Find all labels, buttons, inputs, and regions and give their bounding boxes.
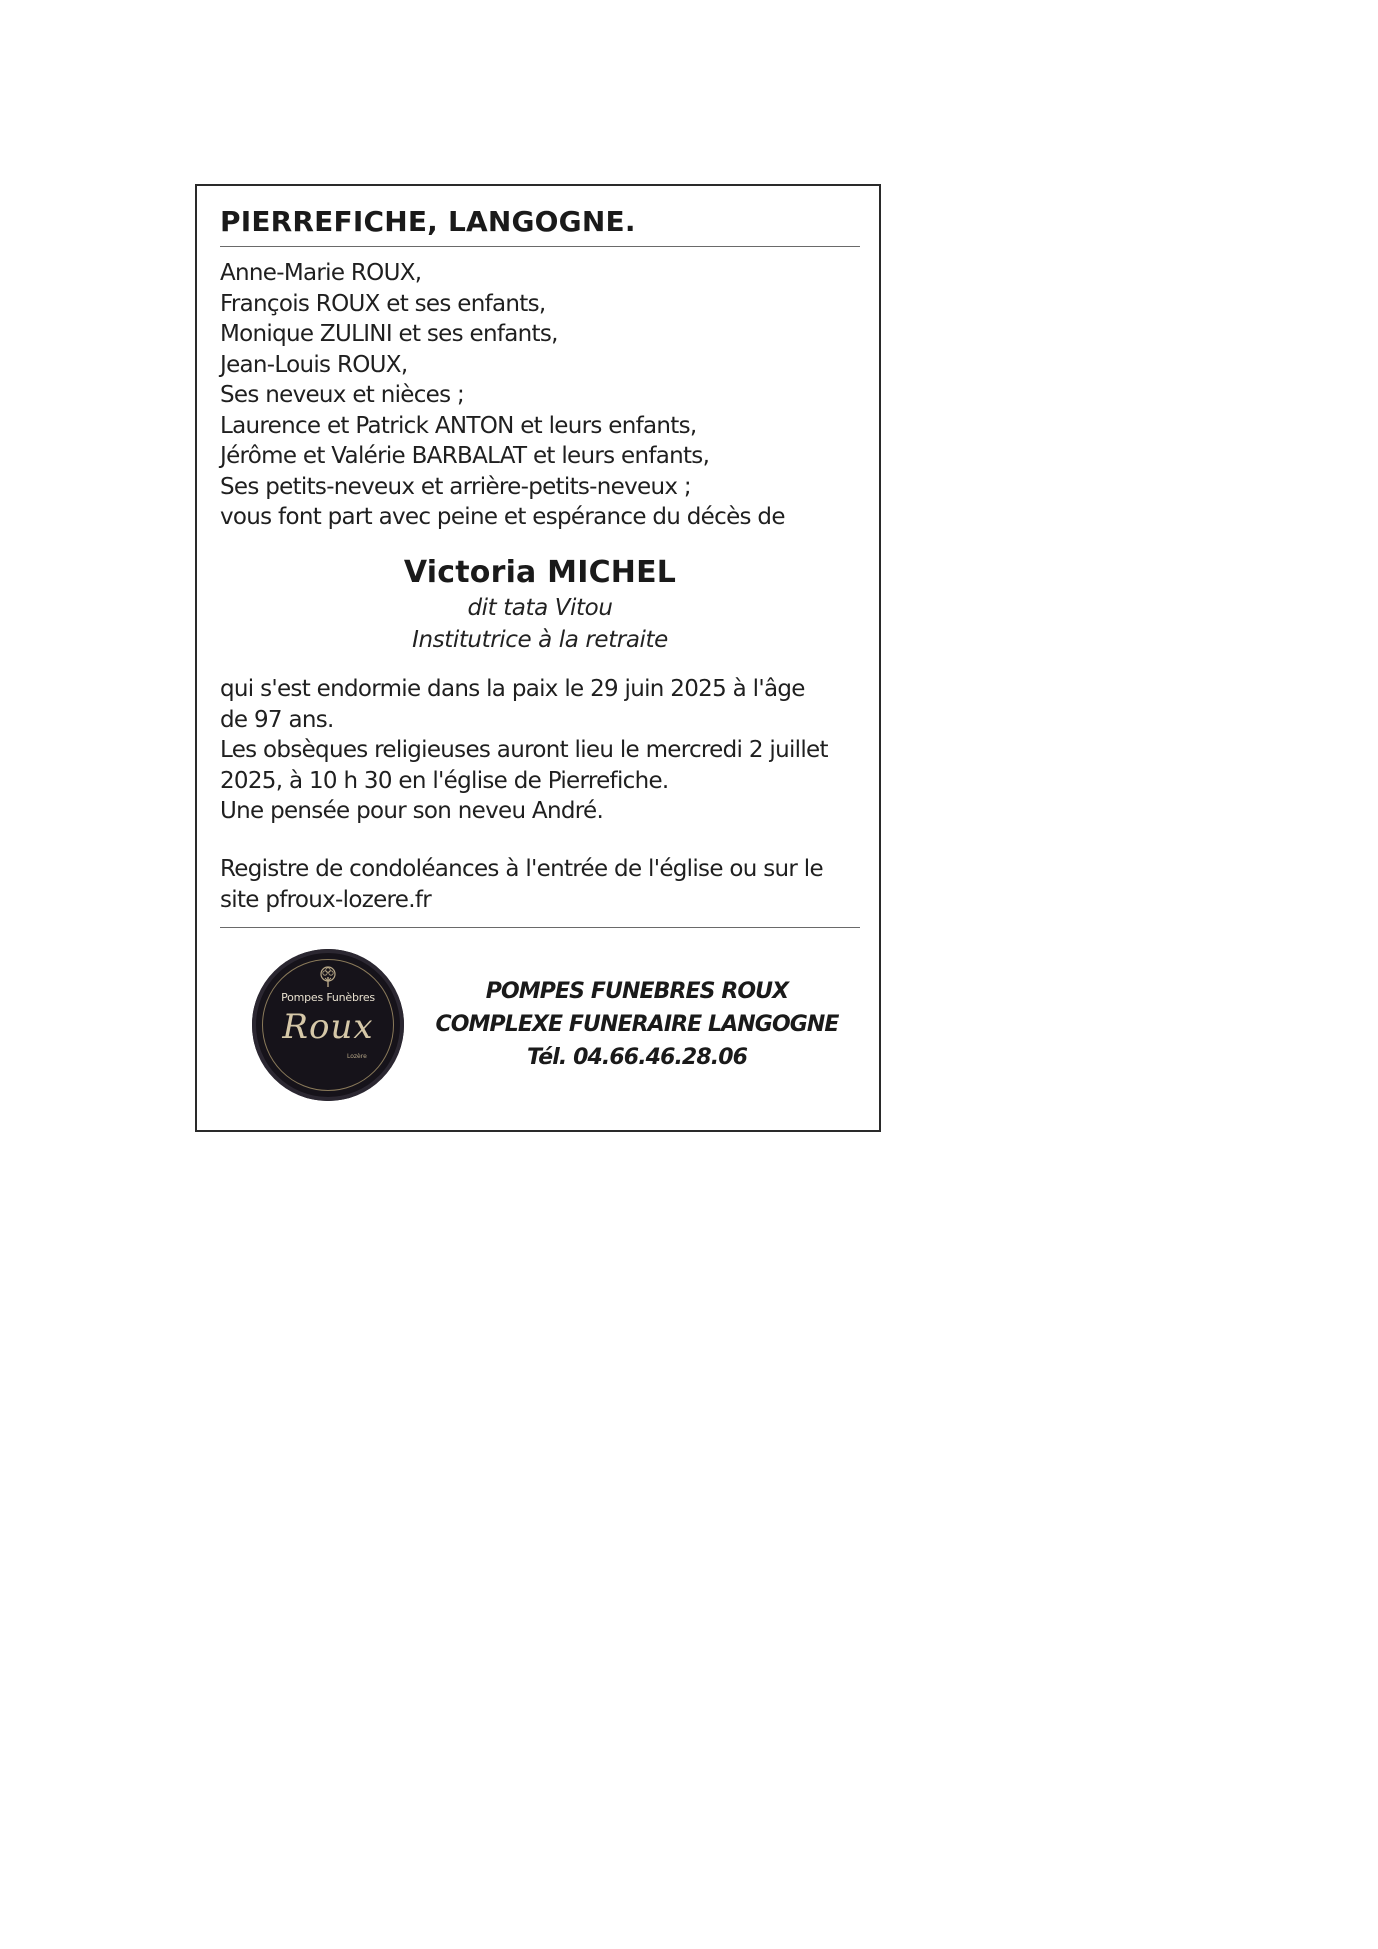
detail-line: Les obsèques religieuses auront lieu le mercredi 2 juillet — [220, 737, 828, 763]
family-line: Laurence et Patrick ANTON et leurs enfants, — [220, 412, 697, 439]
detail-line: qui s'est endormie dans la paix le 29 juin 2025 à l'âge — [220, 676, 805, 702]
family-line: Jérôme et Valérie BARBALAT et leurs enfants, — [220, 443, 710, 469]
company-complex: COMPLEXE FUNERAIRE LANGOGNE — [435, 1012, 839, 1037]
family-line: Ses neveux et nièces ; — [220, 382, 465, 408]
deceased-nickname: dit tata Vitou — [467, 595, 613, 621]
family-line: Ses petits-neveux et arrière-petits-neveux ; — [220, 473, 691, 500]
detail-line: de 97 ans. — [220, 706, 334, 733]
deceased-name: Victoria MICHEL — [403, 555, 677, 590]
family-line: Jean-Louis ROUX, — [220, 351, 408, 378]
family-line: Anne-Marie ROUX, — [220, 260, 422, 286]
registry-line: site pfroux-lozere.fr — [220, 886, 432, 913]
family-line: vous font part avec peine et espérance du décès de — [220, 504, 785, 530]
funeral-home-logo — [252, 949, 404, 1101]
bottom-divider — [220, 927, 860, 928]
logo-script-text: Roux — [282, 1007, 374, 1047]
funeral-details — [220, 674, 865, 827]
company-name: POMPES FUNEBRES ROUX — [485, 979, 789, 1004]
family-line: François ROUX et ses enfants, — [220, 290, 546, 317]
top-divider — [220, 246, 860, 247]
deceased-block — [220, 554, 860, 656]
obituary-notice — [195, 184, 881, 1132]
detail-line: 2025, à 10 h 30 en l'église de Pierrefiche. — [220, 767, 669, 794]
company-info — [427, 975, 847, 1074]
registry-line: Registre de condoléances à l'entrée de l'église ou sur le — [220, 856, 823, 882]
family-line: Monique ZULINI et ses enfants, — [220, 321, 558, 347]
location-header: PIERREFICHE, LANGOGNE. — [220, 205, 636, 238]
family-list — [220, 258, 865, 533]
logo-small-text: Lozère — [347, 1053, 367, 1060]
detail-line: Une pensée pour son neveu André. — [220, 798, 604, 824]
condolence-registry — [220, 854, 865, 915]
tree-icon — [316, 965, 340, 989]
logo-top-text: Pompes Funèbres — [281, 991, 375, 1004]
deceased-occupation: Institutrice à la retraite — [412, 627, 668, 653]
company-phone: Tél. 04.66.46.28.06 — [526, 1045, 748, 1070]
